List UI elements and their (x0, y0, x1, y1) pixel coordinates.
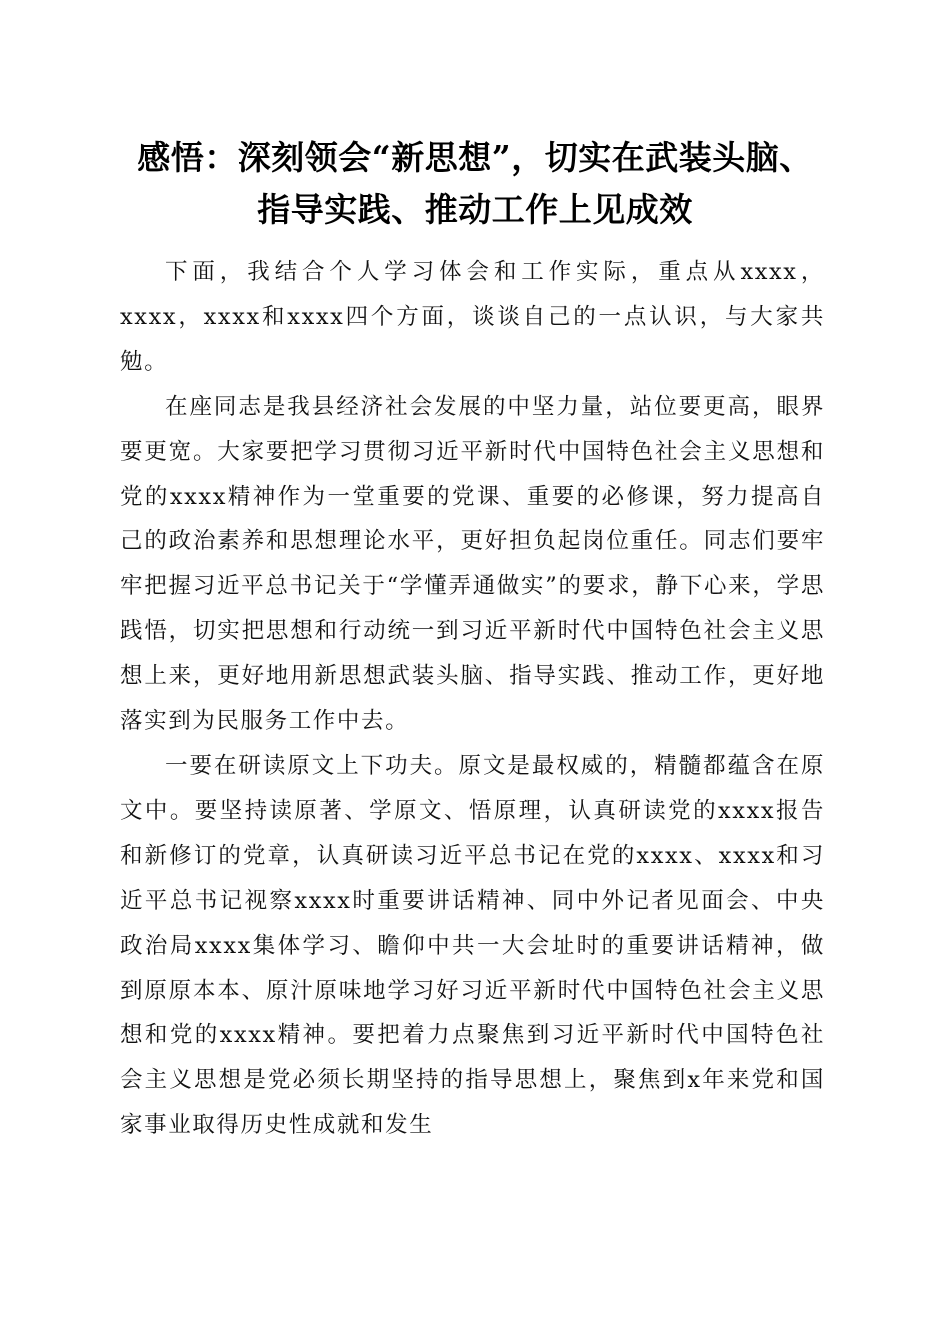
title-line-2: 指导实践、推动工作上见成效 (257, 190, 693, 229)
paragraph-requirements: 在座同志是我县经济社会发展的中坚力量，站位要更高，眼界要更宽。大家要把学习贯彻习近平新时代中国特色社会主义思想和党的xxxx精神作为一堂重要的党课、重要的必修课，努力提高自己的政治素养和思想理论水平，更好担负起岗位重任。同志们要牢牢把握习近平总书记关于“学懂弄通做实”的要求，静下心来，学思践悟，切实把思想和行动统一到习近平新时代中国特色社会主义思想上来，更好地用新思想武装头脑、指导实践、推动工作，更好地落实到为民服务工作中去。 (120, 393, 825, 735)
paragraph-study-original: 一要在研读原文上下功夫。原文是最权威的，精髓都蕴含在原文中。要坚持读原著、学原文、悟原理，认真研读党的xxxx报告和新修订的党章，认真研读习近平总书记在党的xxxx、xxxx和习近平总书记视察xxxx时重要讲话精神、同中外记者见面会、中央政治局xxxx集体学习、瞻仰中共一大会址时的重要讲话精神，做到原原本本、原汁原味地学习好习近平新时代中国特色社会主义思想和党的xxxx精神。要把着力点聚焦到习近平新时代中国特色社会主义思想是党必须长期坚持的指导思想上，聚焦到x年来党和国家事业取得历史性成就和发生 (120, 752, 825, 1139)
title-line-1: 感悟：深刻领会“新思想”，切实在武装头脑、 (137, 138, 813, 177)
paragraph-intro: 下面，我结合个人学习体会和工作实际，重点从xxxx，xxxx，xxxx和xxxx四个方面，谈谈自己的一点认识，与大家共勉。 (120, 259, 825, 375)
document-title (100, 132, 850, 236)
document-body (120, 250, 825, 1148)
